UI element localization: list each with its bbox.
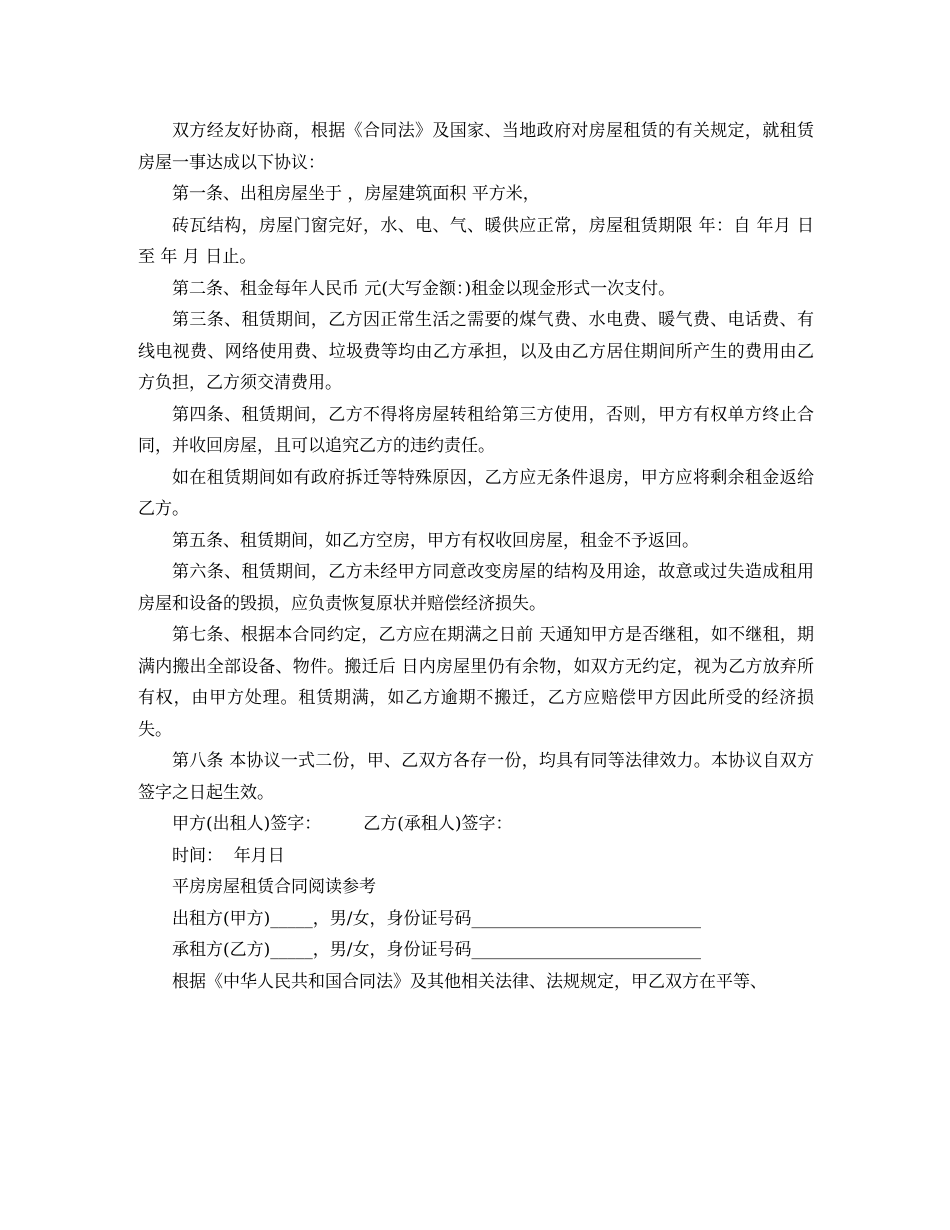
- clause-7-renewal: 第七条、根据本合同约定，乙方应在期满之日前 天通知甲方是否继租，如不继租，期满内搬出全部设备、物件。搬迁后 日内房屋里仍有余物，如双方无约定，视为乙方放弃所有权，由甲方处理。租赁期满，如乙方逾期不搬迁，乙方应赔偿甲方因此所受的经济损失。: [138, 625, 814, 740]
- clause-3-fees: 第三条、租赁期间，乙方因正常生活之需要的煤气费、水电费、暖气费、电话费、有线电视费、网络使用费、垃圾费等均由乙方承担，以及由乙方居住期间所产生的费用由乙方负担，乙方须交清费用。: [138, 310, 814, 393]
- lessee-line: 承租方(乙方)_____，男/女，身份证号码___________________________: [172, 940, 701, 960]
- clause-5-vacancy: 第五条、租赁期间，如乙方空房，甲方有权收回房屋，租金不予返回。: [172, 530, 699, 551]
- clause-4-demolition: 如在租赁期间如有政府拆迁等特殊原因，乙方应无条件退房，甲方应将剩余租金返给乙方。: [138, 467, 814, 519]
- closing-line: 根据《中华人民共和国合同法》及其他相关法律、法规规定，甲乙双方在平等、: [172, 971, 767, 992]
- document-page: [138, 116, 814, 998]
- lessor-line: 出租方(甲方)_____，男/女，身份证号码___________________________: [172, 908, 701, 929]
- intro-paragraph: 双方经友好协商，根据《合同法》及国家、当地政府对房屋租赁的有关规定，就租赁房屋一事达成以下协议：: [138, 121, 814, 173]
- reference-title: 平房房屋租赁合同阅读参考: [172, 877, 376, 897]
- clause-8-validity: 第八条 本协议一式二份，甲、乙双方各存一份，均具有同等法律效力。本协议自双方签字之日起生效。: [138, 751, 814, 803]
- clause-4-sublet: 第四条、租赁期间，乙方不得将房屋转租给第三方使用，否则，甲方有权单方终止合同，并收回房屋，且可以追究乙方的违约责任。: [138, 404, 814, 456]
- time-line: 时间： 年月日: [172, 845, 285, 866]
- signature-line: [138, 809, 814, 841]
- clause-1-location: 第一条、出租房屋坐于 ，房屋建筑面积 平方米，: [172, 184, 540, 204]
- clause-6-alteration: 第六条、租赁期间，乙方未经甲方同意改变房屋的结构及用途，故意或过失造成租用房屋和设备的毁损，应负责恢复原状并赔偿经济损失。: [138, 562, 814, 614]
- party-a-signature-label: 甲方(出租人)签字：: [172, 814, 322, 834]
- clause-2-rent: 第二条、租金每年人民币 元(大写金额：)租金以现金形式一次支付。: [172, 278, 676, 299]
- clause-1-term: 砖瓦结构，房屋门窗完好，水、电、气、暖供应正常，房屋租赁期限 年：自 年月 日至 年 月 日止。: [138, 215, 814, 267]
- party-b-signature-label: 乙方(承租人)签字：: [363, 814, 513, 834]
